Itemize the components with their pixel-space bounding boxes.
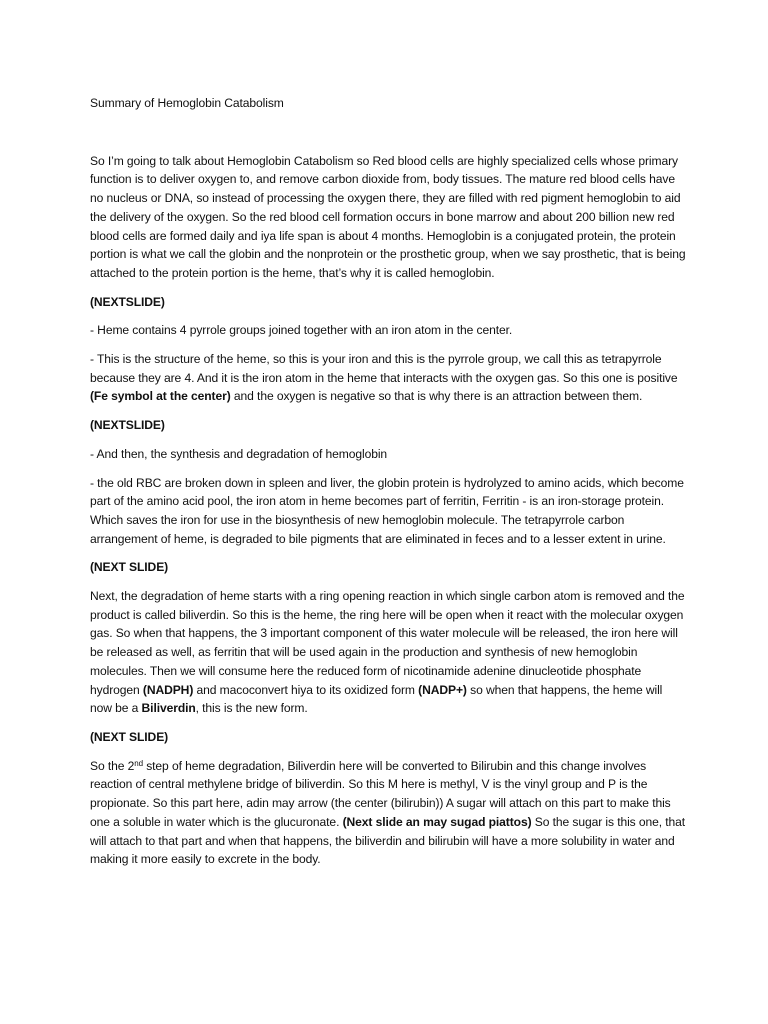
bilirubin-paragraph xyxy=(90,757,686,869)
text-run: Next, the degradation of heme starts with a ring opening reaction in which single carbon atom is removed and the product is called biliverdin. So this is the heme, the ring here will be open when it react with the molecular oxygen gas. So when that happens, the 3 important component of this water molecule will be released, the iron here will be released as well, as ferritin that will be used again in the production and synthesis of new hemoglobin molecules. Then we will consume here the reduced form of nicotinamide adenine dinucleotide phosphate hydrogen xyxy=(90,589,685,697)
section-heading-3: (NEXT SLIDE) xyxy=(90,560,169,575)
section-heading-1: (NEXTSLIDE) xyxy=(90,294,165,309)
text-run: So the sugar is this one, that will attach to that part and when that happens, the biliverdin and bilirubin will have a more solubility in water and making it more easily to excrete in the body. xyxy=(90,814,686,867)
superscript: nd xyxy=(134,758,143,768)
bold-text-run: (NADPH) xyxy=(142,682,194,697)
intro-paragraph: So I’m going to talk about Hemoglobin Catabolism so Red blood cells are highly specialized cells whose primary function is to deliver oxygen to, and remove carbon dioxide from, body tissues. The mature red blood cells have no nucleus or DNA, so instead of processing the oxygen there, they are filled with red pigment hemoglobin to aid the delivery of the oxygen. So the red blood cell formation occurs in bone marrow and about 200 billion new red blood cells are formed daily and iya life span is about 4 months. Hemoglobin is a conjugated protein, the protein portion is what we call the globin and the nonprotein or the prosthetic group, when we say prosthetic, that is being attached to the protein portion is the heme, that’s why it is called hemoglobin. xyxy=(90,153,686,280)
bold-text-run: Biliverdin xyxy=(141,701,196,716)
text-run: - This is the structure of the heme, so this is your iron and this is the pyrrole group, we call this as tetrapyrrole because they are 4. And it is the iron atom in the heme that interacts with the oxygen gas. So this one is positive xyxy=(90,352,678,385)
heme-pyrrole-paragraph: - Heme contains 4 pyrrole groups joined together with an iron atom in the center. xyxy=(90,323,513,338)
text-run: and macoconvert hiya to its oxidized form xyxy=(193,682,419,697)
rbc-breakdown-paragraph: - the old RBC are broken down in spleen and liver, the globin protein is hydrolyzed to amino acids, which become part of the amino acid pool, the iron atom in heme becomes part of ferritin, Ferritin - is an iron-storage protein. Which saves the iron for use in the biosynthesis of new hemoglobin molecule. The tetrapyrrole carbon arrangement of heme, is degraded to bile pigments that are eliminated in feces and to a lesser extent in urine. xyxy=(90,475,684,546)
heme-degradation-paragraph xyxy=(90,587,686,718)
text-run: and the oxygen is negative so that is why there is an attraction between them. xyxy=(230,389,643,404)
document-title: Summary of Hemoglobin Catabolism xyxy=(90,96,284,110)
synthesis-paragraph: - And then, the synthesis and degradation of hemoglobin xyxy=(90,446,388,461)
heme-structure-paragraph xyxy=(90,350,686,406)
text-run: so when that happens, the heme will now be a xyxy=(90,682,663,716)
text-run: step of heme degradation, Biliverdin here will be converted to Bilirubin and this change involves reaction of central methylene bridge of biliverdin. So this M here is methyl, V is the vinyl group and P is the propionate. So this part here, adin may arrow (the center (bilirubin)) A sugar will attach on this part to make this one a soluble in water which is the glucuronate. xyxy=(90,758,671,829)
section-heading-4: (NEXT SLIDE) xyxy=(90,729,169,744)
document-body xyxy=(90,94,686,879)
bold-text-run: (NADP+) xyxy=(418,682,467,697)
bold-text-run: (Fe symbol at the center) xyxy=(90,389,231,404)
text-run: , this is the new form. xyxy=(195,701,308,716)
section-heading-2: (NEXTSLIDE) xyxy=(90,418,165,433)
bold-text-run: (Next slide an may sugad piattos) xyxy=(342,814,532,829)
text-run: So the 2 xyxy=(90,758,135,773)
